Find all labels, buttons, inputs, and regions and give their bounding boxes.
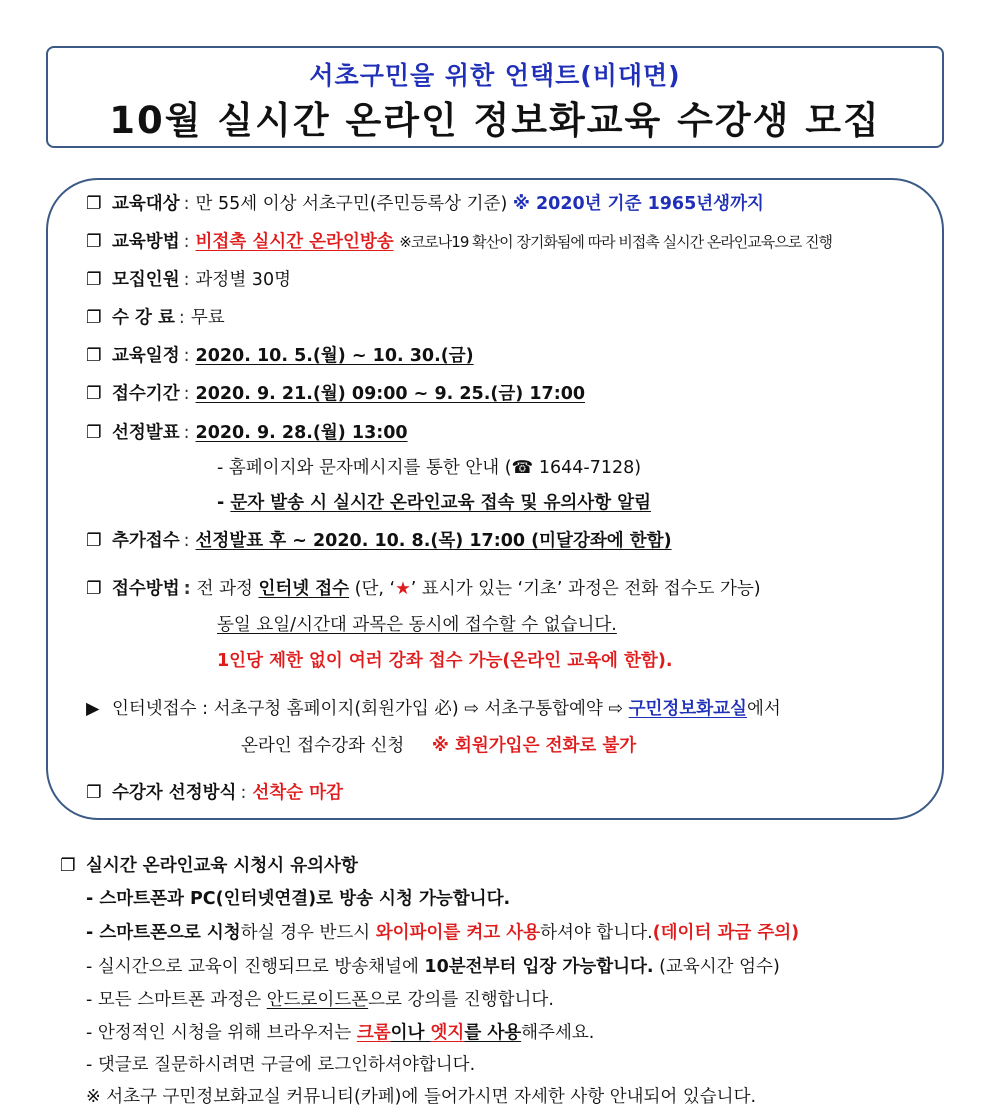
- internet-link[interactable]: 구민정보화교실: [628, 699, 747, 719]
- notice-footnote: ※ 서초구 구민정보화교실 커뮤니티(카페)에 들어가시면 자세한 사항 안내되어 있습니다.: [86, 1087, 757, 1107]
- selection-label: 수강자 선정방식: [112, 783, 237, 803]
- notice-item-4-c: 으로 강의를 진행합니다.: [368, 990, 554, 1010]
- notice-item-4-a: - 모든 스마트폰 과정은: [86, 990, 267, 1010]
- notice-item-2-c: 와이파이를 켜고 사용: [375, 923, 541, 943]
- bullet-icon: ❐: [86, 194, 102, 214]
- target-label: 교육대상: [112, 194, 180, 214]
- bullet-icon: ❐: [86, 579, 102, 599]
- capacity-value: 과정별 30명: [195, 270, 291, 290]
- row-extra: ❐ 추가접수 : 선정발표 후 ~ 2020. 10. 8.(목) 17:00 (미달강좌에 한함): [86, 531, 672, 551]
- announce-value: 2020. 9. 28.(월) 13:00: [195, 423, 408, 443]
- row-internet: [86, 697, 781, 721]
- extra-label: 추가접수: [112, 531, 180, 551]
- announce-line2: 문자 발송 시 실시간 온라인교육 접속 및 유의사항 알림: [230, 493, 652, 513]
- schedule-value: 2020. 10. 5.(월) ~ 10. 30.(금): [195, 346, 474, 366]
- notice-item-5-e: 를 사용: [464, 1023, 522, 1043]
- internet-line2: 온라인 접수강좌 신청: [241, 736, 405, 756]
- bullet-icon: ❐: [86, 346, 102, 366]
- bullet-icon: ❐: [86, 531, 102, 551]
- internet-text-b: 에서: [746, 699, 781, 719]
- notice-heading: 실시간 온라인교육 시청시 유의사항: [86, 856, 358, 876]
- internet-label: 인터넷접수 :: [112, 699, 208, 719]
- row-reception: ❐ 접수기간 : 2020. 9. 21.(월) 09:00 ~ 9. 25.(금) 17:00: [86, 384, 586, 404]
- row-capacity: ❐ 모집인원 : 과정별 30명: [86, 270, 291, 290]
- notice-item-2-dash: -: [86, 923, 100, 943]
- announce-line2-row: [217, 491, 651, 515]
- bullet-icon: ❐: [86, 232, 102, 252]
- bullet-icon: ❐: [86, 384, 102, 404]
- notice-item-4-b: 안드로이드폰: [266, 990, 369, 1010]
- title-box: [46, 46, 944, 148]
- notice-item-5-d: 엣지: [430, 1023, 465, 1043]
- row-selection: ❐ 수강자 선정방식 : 선착순 마감: [86, 783, 343, 803]
- notice-item-5-f: 해주세요.: [521, 1023, 595, 1043]
- how-line1-d: ’ 표시가 있는 ‘기초’ 과정은 전화 접수도 가능): [410, 579, 761, 599]
- method-value: 비접촉 실시간 온라인방송: [195, 232, 394, 252]
- bullet-icon: ❐: [86, 308, 102, 328]
- notice-item-5-c: 이나: [390, 1023, 431, 1043]
- arrow-right-icon: ▶: [86, 699, 100, 719]
- fee-label: 수 강 료: [112, 308, 175, 328]
- capacity-label: 모집인원: [112, 270, 180, 290]
- notice-item-3: [86, 955, 780, 979]
- method-label: 교육방법: [112, 232, 180, 252]
- how-line1-b: 인터넷 접수: [258, 579, 350, 599]
- notice-item-1: - 스마트폰과 PC(인터넷연결)로 방송 시청 가능합니다.: [86, 889, 511, 909]
- how-line1-a: 전 과정: [196, 579, 259, 599]
- notice-item-4: [86, 988, 554, 1012]
- notice-item-2-b: 하실 경우 반드시: [240, 923, 376, 943]
- row-target: ❐ 교육대상 : 만 55세 이상 서초구민(주민등록상 기준) ※ 2020년 기준 1965년생까지: [86, 194, 764, 214]
- notice-item-5: [86, 1021, 594, 1045]
- selection-value: 선착순 마감: [252, 783, 343, 803]
- target-value: 만 55세 이상 서초구민(주민등록상 기준): [195, 194, 508, 214]
- internet-warning: ※ 회원가입은 전화로 불가: [431, 736, 637, 756]
- notice-item-5-b: 크롬: [356, 1023, 391, 1043]
- notice-item-3-c: (교육시간 엄수): [653, 957, 780, 977]
- notice-item-2-e: (데이터 과금 주의): [652, 923, 800, 943]
- notice-heading-row: [60, 852, 358, 877]
- row-fee: ❐ 수 강 료 : 무료: [86, 308, 225, 328]
- schedule-label: 교육일정: [112, 346, 180, 366]
- announce-line2-prefix: -: [217, 493, 231, 513]
- fee-value: 무료: [190, 308, 225, 328]
- how-line1-c: (단, ‘: [349, 579, 396, 599]
- bullet-icon: ❐: [86, 423, 102, 443]
- extra-value: 선정발표 후 ~ 2020. 10. 8.(목) 17:00 (미달강좌에 한함): [195, 531, 672, 551]
- internet-line2-row: [241, 734, 636, 758]
- reception-value: 2020. 9. 21.(월) 09:00 ~ 9. 25.(금) 17:00: [195, 384, 586, 404]
- row-schedule: ❐ 교육일정 : 2020. 10. 5.(월) ~ 10. 30.(금): [86, 346, 474, 366]
- notice-item-2-a: 스마트폰으로 시청: [99, 923, 241, 943]
- notice-item-2-d: 하셔야 합니다.: [540, 923, 653, 943]
- bullet-icon: ❐: [86, 783, 102, 803]
- notice-item-3-a: - 실시간으로 교육이 진행되므로 방송채널에: [86, 957, 425, 977]
- bullet-icon: ❐: [86, 270, 102, 290]
- internet-text-a: 서초구청 홈페이지(회원가입 必) ⇨ 서초구통합예약 ⇨: [213, 699, 629, 719]
- reception-label: 접수기간: [112, 384, 180, 404]
- bullet-icon: ❐: [60, 856, 76, 876]
- notice-item-6: - 댓글로 질문하시려면 구글에 로그인하셔야합니다.: [86, 1055, 476, 1075]
- method-note: ※코로나19 확산이 장기화됨에 따라 비접촉 실시간 온라인교육으로 진행: [399, 233, 833, 251]
- announce-line1: - 홈페이지와 문자메시지를 통한 안내 (☎ 1644-7128): [217, 458, 642, 478]
- star-icon: ★: [395, 579, 411, 599]
- page-subtitle: 서초구민을 위한 언택트(비대면): [309, 61, 681, 90]
- notice-item-5-a: - 안정적인 시청을 위해 브라우저는: [86, 1023, 357, 1043]
- announce-label: 선정발표: [112, 423, 180, 443]
- row-announce: ❐ 선정발표 : 2020. 9. 28.(월) 13:00: [86, 423, 408, 443]
- page-title: 10월 실시간 온라인 정보화교육 수강생 모집: [109, 99, 881, 142]
- row-how: ❐ 접수방법 : 전 과정 인터넷 접수 (단, ‘★’ 표시가 있는 ‘기초’ 과정은 전화 접수도 가능): [86, 579, 761, 599]
- target-note: ※ 2020년 기준 1965년생까지: [512, 194, 764, 214]
- how-label: 접수방법: [112, 579, 180, 599]
- how-line3: 1인당 제한 없이 여러 강좌 접수 가능(온라인 교육에 한함).: [217, 651, 673, 671]
- how-line2: 동일 요일/시간대 과목은 동시에 접수할 수 없습니다.: [217, 615, 617, 635]
- notice-item-2: [86, 921, 799, 945]
- row-method: ❐ 교육방법 : 비접촉 실시간 온라인방송 ※코로나19 확산이 장기화됨에 따라 비접촉 실시간 온라인교육으로 진행: [86, 232, 833, 252]
- notice-item-3-b: 10분전부터 입장 가능합니다.: [424, 957, 654, 977]
